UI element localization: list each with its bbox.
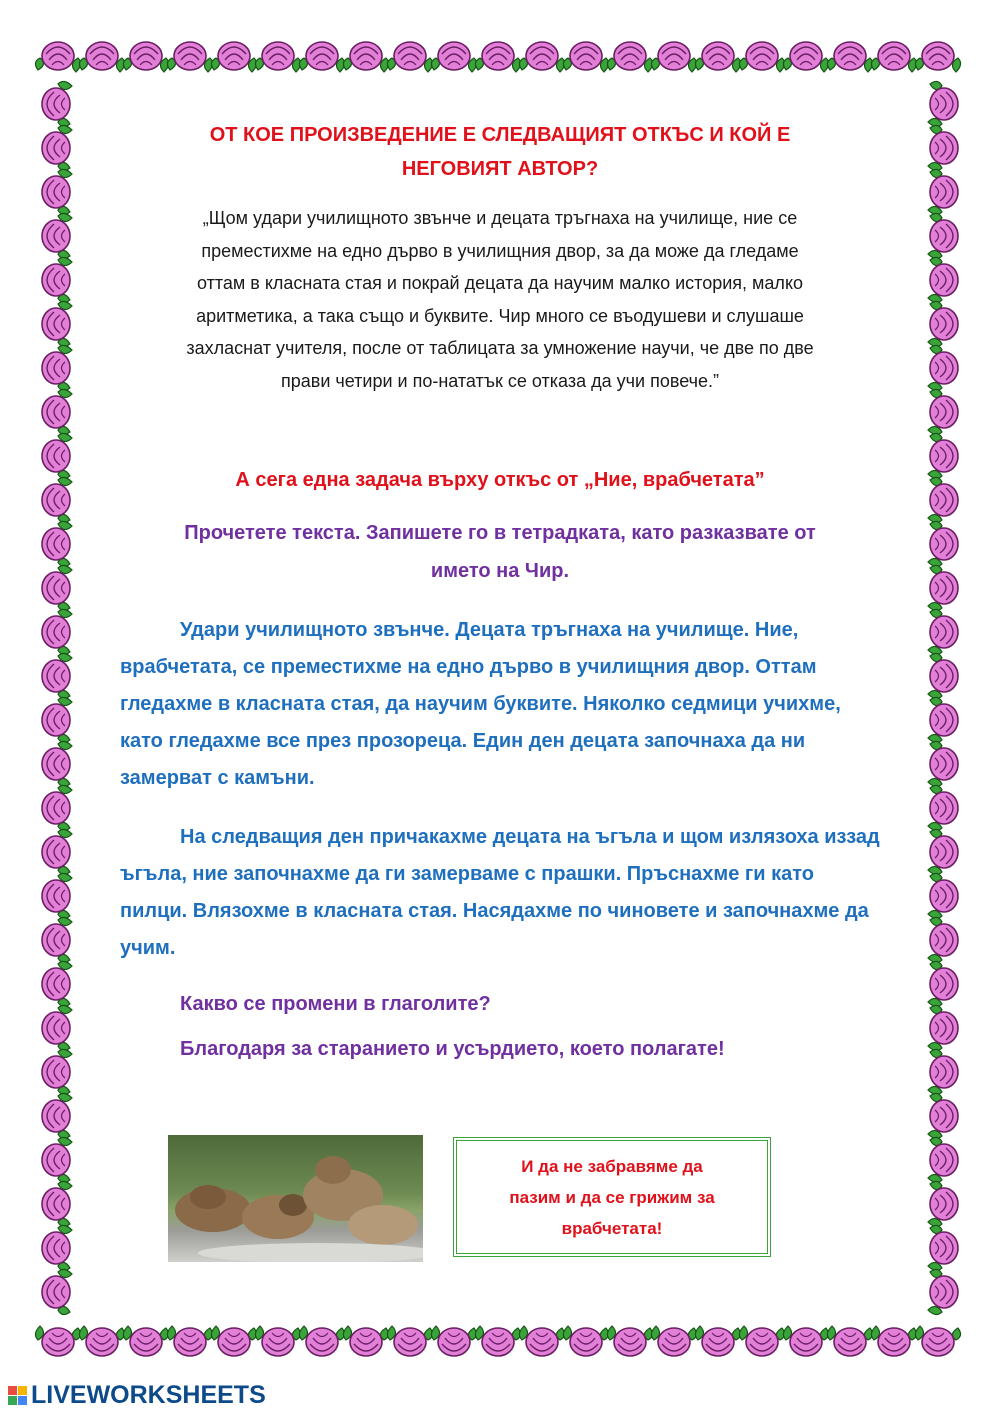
rose-icon (42, 565, 72, 610)
rose-icon (739, 1326, 784, 1356)
rose-icon (42, 81, 72, 126)
rose-icon (651, 42, 696, 72)
reminder-text (509, 1151, 714, 1244)
rose-icon (42, 213, 72, 258)
thanks-text: Благодаря за старанието и усърдието, което полагате! (180, 1038, 725, 1060)
question-text: Какво се промени в глаголите? (180, 993, 491, 1015)
rose-icon (871, 42, 916, 72)
rose-icon (915, 42, 960, 72)
rose-icon (928, 697, 958, 742)
rose-icon (42, 125, 72, 170)
excerpt-line: оттам в класната стая и покрай децата да научим малко история, малко (196, 273, 804, 293)
rose-icon (651, 1326, 696, 1356)
rose-icon (79, 42, 124, 72)
rose-icon (42, 697, 72, 742)
rose-icon (928, 169, 958, 214)
rose-icon (42, 873, 72, 918)
title-line-1: ОТ КОЕ ПРОИЗВЕДЕНИЕ Е СЛЕДВАЩИЯТ ОТКЪС И КОЙ Е (209, 124, 791, 146)
rose-icon (35, 1326, 80, 1356)
story-paragraph-1: Удари училищното звънче. Децата тръгнаха на училище. Ние, врабчетата, се преместихме на едно дърво в училищния двор. Оттам гледахме в класната стая, да научим буквите. Няколко седмици учихме, като гледахме все през прозореца. Един ден децата започнаха да ни замерват с камъни. (120, 619, 841, 789)
rose-icon (928, 213, 958, 258)
rose-icon (928, 477, 958, 522)
rose-icon (928, 1093, 958, 1138)
reminder-line-3: врабчетата! (561, 1218, 663, 1238)
instruction-line-2: името на Чир. (430, 560, 570, 582)
liveworksheets-logo[interactable] (8, 1380, 266, 1410)
rose-icon (827, 1326, 872, 1356)
rose-icon (928, 1225, 958, 1270)
rose-icon (928, 741, 958, 786)
rose-icon (211, 42, 256, 72)
rose-icon (431, 1326, 476, 1356)
rose-icon (167, 42, 212, 72)
rose-icon (827, 42, 872, 72)
rose-icon (519, 1326, 564, 1356)
rose-icon (123, 1326, 168, 1356)
rose-icon (928, 1137, 958, 1182)
rose-icon (299, 42, 344, 72)
worksheet-content (120, 118, 880, 1061)
title-line-2: НЕГОВИЯТ АВТОР? (401, 158, 599, 180)
reminder-line-1: И да не забравяме да (521, 1156, 703, 1176)
rose-icon (928, 917, 958, 962)
excerpt-line: преместихме на едно дърво в училищния двор, за да може да гледаме (201, 240, 799, 261)
rose-icon (79, 1326, 124, 1356)
rose-icon (299, 1326, 344, 1356)
logo-text: LIVEWORKSHEETS (31, 1380, 266, 1409)
rose-icon (42, 785, 72, 830)
rose-icon (42, 829, 72, 874)
rose-icon (928, 433, 958, 478)
rose-icon (928, 81, 958, 126)
reminder-line-2: пазим и да се грижим за (509, 1187, 715, 1207)
reminder-box (453, 1137, 771, 1257)
rose-icon (42, 1269, 72, 1314)
rose-icon (695, 1326, 740, 1356)
rose-icon (123, 42, 168, 72)
rose-icon (871, 1326, 916, 1356)
rose-icon (928, 1269, 958, 1314)
rose-icon (928, 1181, 958, 1226)
rose-icon (343, 42, 388, 72)
rose-icon (928, 653, 958, 698)
rose-icon (607, 1326, 652, 1356)
rose-icon (42, 169, 72, 214)
rose-icon (928, 125, 958, 170)
rose-icon (343, 1326, 388, 1356)
rose-icon (475, 1326, 520, 1356)
rose-icon (783, 1326, 828, 1356)
rose-icon (928, 1049, 958, 1094)
rose-icon (42, 653, 72, 698)
instruction-line-1: Прочетете текста. Запишете го в тетрадката, като разказвате от (184, 522, 816, 544)
rose-icon (431, 42, 476, 72)
rose-icon (42, 389, 72, 434)
rose-icon (739, 42, 784, 72)
excerpt-line: аритметика, а така също и буквите. Чир много се въодушеви и слушаше (196, 305, 804, 326)
rose-icon (42, 1137, 72, 1182)
rose-icon (928, 345, 958, 390)
rose-icon (42, 1005, 72, 1050)
rose-icon (915, 1326, 960, 1356)
rose-icon (42, 433, 72, 478)
rose-icon (607, 42, 652, 72)
rose-icon (42, 917, 72, 962)
rose-icon (519, 42, 564, 72)
excerpt-line: прави четири и по-нататък се отказа да учи повече.” (280, 370, 719, 391)
rose-icon (42, 1049, 72, 1094)
rose-icon (928, 1005, 958, 1050)
excerpt-line: „Щом удари училищното звънче и децата тръгнаха на училище, ние се (202, 208, 798, 228)
rose-icon (42, 1093, 72, 1138)
rose-icon (387, 1326, 432, 1356)
rose-icon (255, 42, 300, 72)
rose-icon (563, 42, 608, 72)
sparrows-photo (168, 1135, 423, 1262)
rose-icon (387, 42, 432, 72)
rose-icon (42, 477, 72, 522)
story-paragraph-2: На следващия ден причакахме децата на ъгъла и щом излязоха иззад ъгъла, ние започнахме да ги замерваме с прашки. Пръснахме ги като пилци. Влязохме в класната стая. Насядахме по чиновете и започнахме да учим. (120, 826, 880, 959)
rose-icon (928, 257, 958, 302)
rose-icon (783, 42, 828, 72)
rose-icon (563, 1326, 608, 1356)
rose-icon (211, 1326, 256, 1356)
rose-icon (928, 609, 958, 654)
rose-icon (42, 521, 72, 566)
rose-icon (928, 565, 958, 610)
task-instruction (120, 514, 880, 590)
excerpt-quote (120, 202, 880, 397)
rose-icon (35, 42, 80, 72)
rose-icon (928, 301, 958, 346)
rose-icon (928, 829, 958, 874)
page-title (120, 118, 880, 186)
rose-icon (167, 1326, 212, 1356)
rose-icon (42, 609, 72, 654)
rose-icon (695, 42, 740, 72)
rose-icon (928, 521, 958, 566)
rose-icon (928, 961, 958, 1006)
rose-icon (928, 785, 958, 830)
rose-icon (255, 1326, 300, 1356)
rose-icon (42, 345, 72, 390)
rose-icon (42, 961, 72, 1006)
rose-icon (928, 389, 958, 434)
rose-icon (928, 873, 958, 918)
rose-icon (42, 741, 72, 786)
logo-blocks-icon (8, 1386, 27, 1405)
rose-icon (42, 301, 72, 346)
rose-icon (475, 42, 520, 72)
excerpt-line: захласнат учителя, после от таблицата за умножение научи, че две по две (186, 338, 814, 358)
rose-icon (42, 1181, 72, 1226)
rose-icon (42, 257, 72, 302)
task-heading: А сега една задача върху откъс от „Ние, врабчетата” (235, 469, 765, 491)
rose-icon (42, 1225, 72, 1270)
